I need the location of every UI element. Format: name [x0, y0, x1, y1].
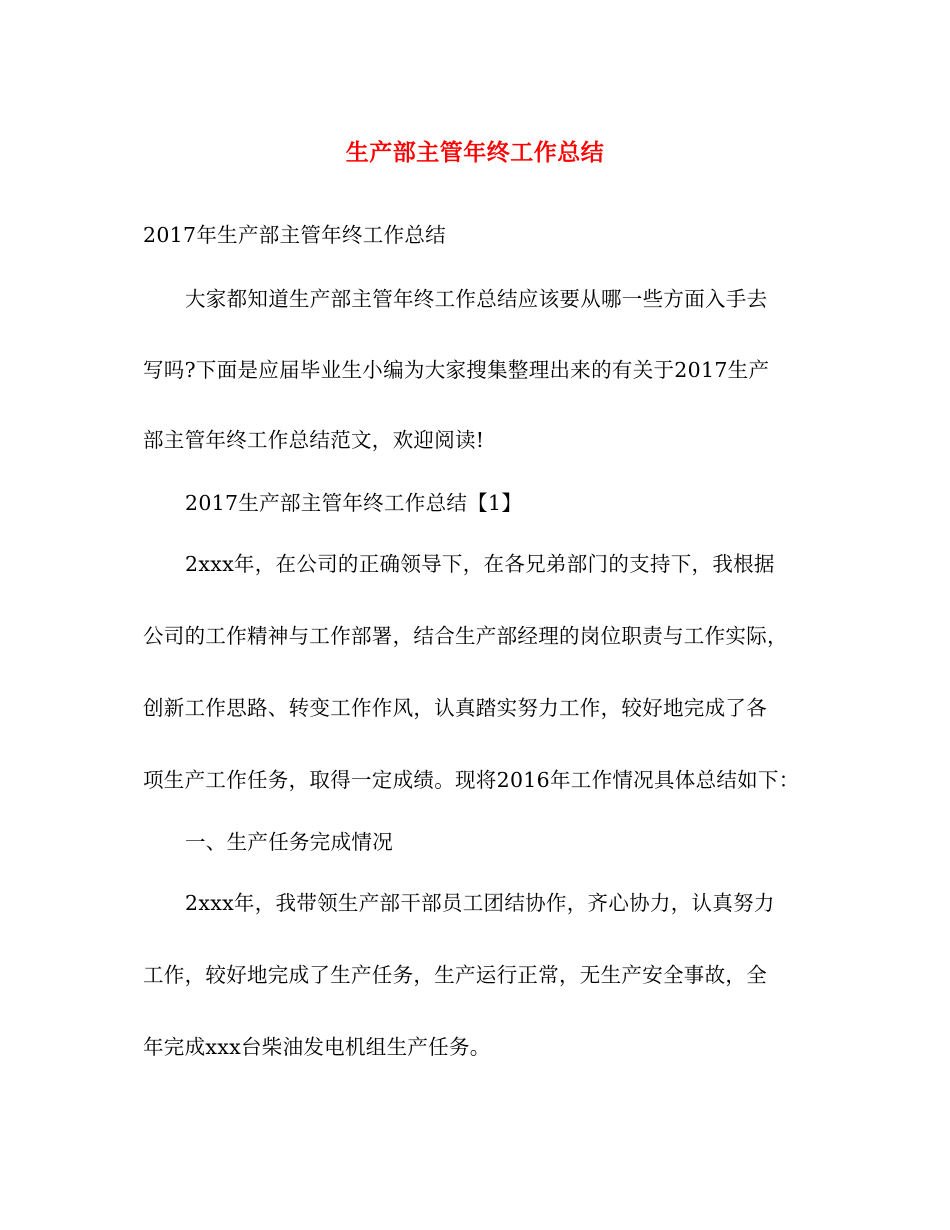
paragraph-line: 写吗?下面是应届毕业生小编为大家搜集整理出来的有关于2017生产 — [143, 358, 770, 382]
section-heading: 一、生产任务完成情况 — [185, 830, 393, 854]
paragraph-line: 部主管年终工作总结范文，欢迎阅读! — [143, 428, 485, 452]
paragraph-line: 2xxx年，我带领生产部干部员工团结协作，齐心协力，认真努力 — [185, 891, 775, 915]
document-title: 生产部主管年终工作总结 — [345, 139, 605, 166]
paragraph-line: 创新工作思路、转变工作作风，认真踏实努力工作，较好地完成了各 — [143, 696, 767, 720]
subtitle-line: 2017年生产部主管年终工作总结 — [143, 223, 446, 247]
paragraph-line: 项生产工作任务，取得一定成绩。现将2016年工作情况具体总结如下： — [143, 768, 800, 792]
paragraph-line: 公司的工作精神与工作部署，结合生产部经理的岗位职责与工作实际， — [143, 624, 788, 648]
paragraph-line: 大家都知道生产部主管年终工作总结应该要从哪一些方面入手去 — [185, 287, 768, 311]
section-heading: 2017生产部主管年终工作总结【1】 — [185, 491, 523, 515]
paragraph-line: 2xxx年，在公司的正确领导下，在各兄弟部门的支持下，我根据 — [185, 552, 775, 576]
paragraph-line: 年完成xxx台柴油发电机组生产任务。 — [143, 1035, 491, 1059]
paragraph-line: 工作，较好地完成了生产任务，生产运行正常，无生产安全事故，全 — [143, 963, 767, 987]
